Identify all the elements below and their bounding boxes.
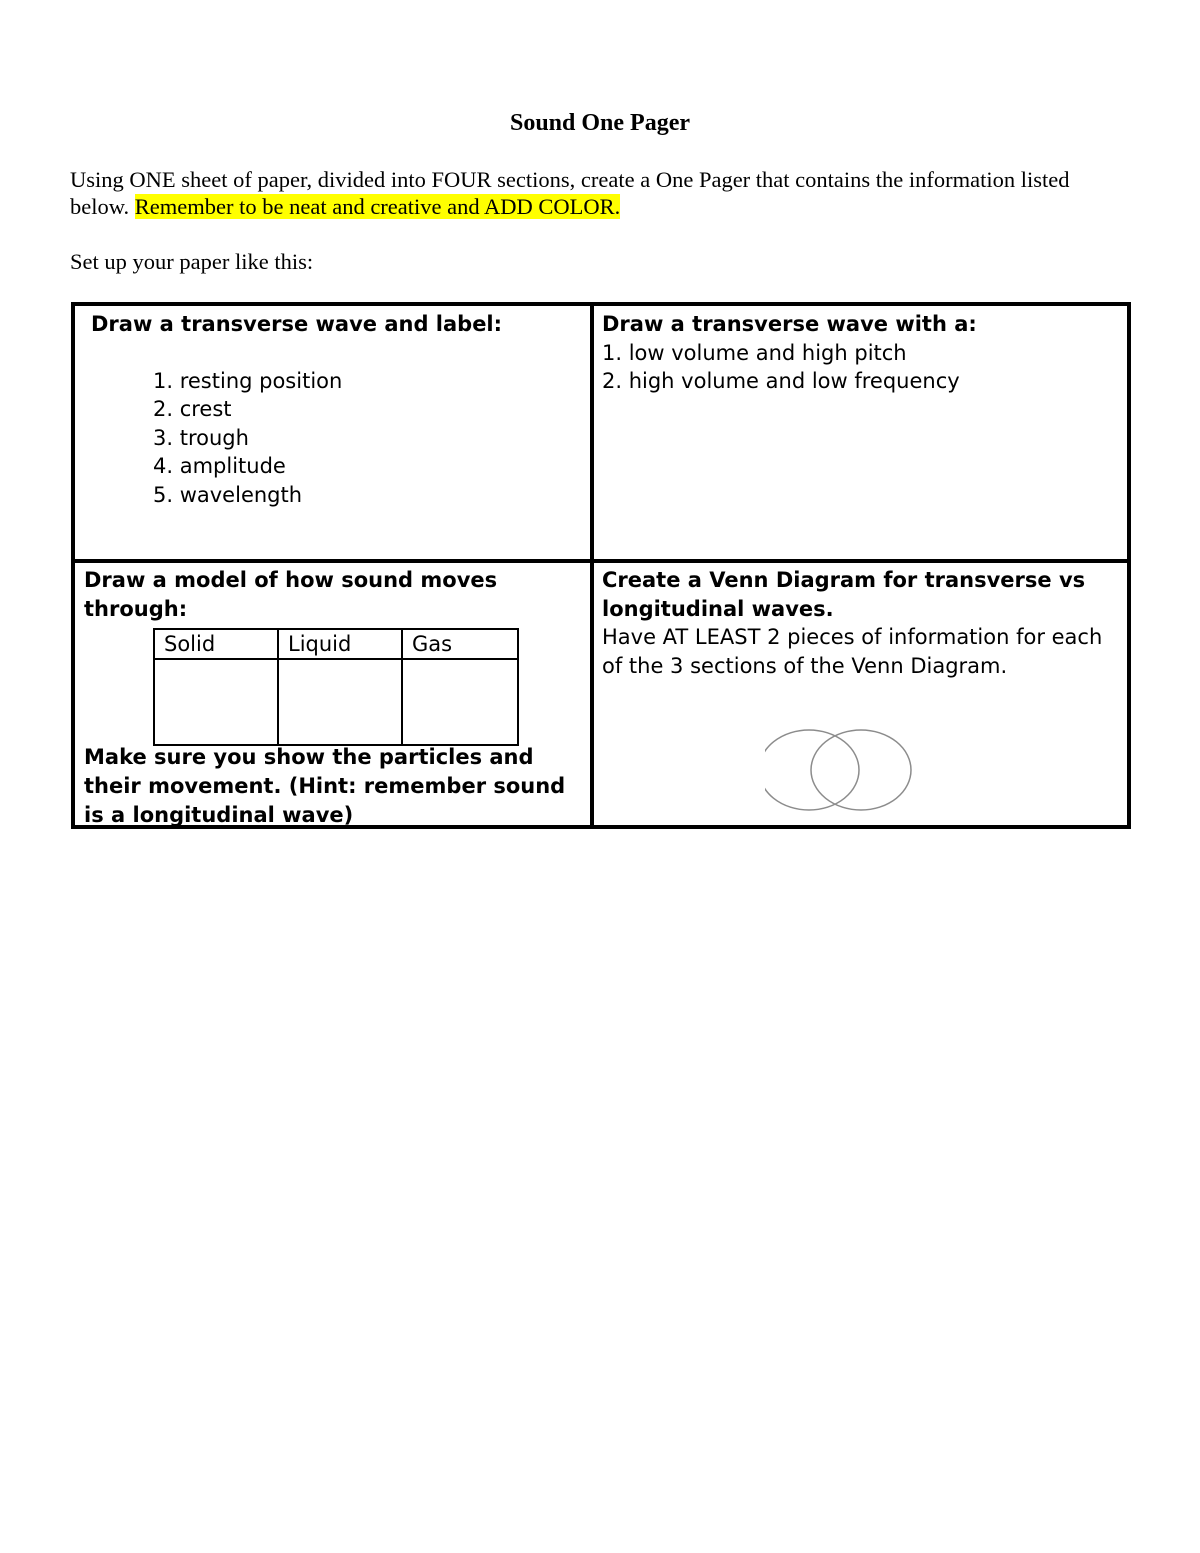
list-item: 5. wavelength [153, 482, 303, 507]
venn-diagram-icon [765, 726, 925, 816]
grid-horizontal-divider [75, 559, 1127, 563]
quadrant-heading: Create a Venn Diagram for transverse vs longitudinal waves. [602, 568, 1086, 621]
venn-instructions: Have AT LEAST 2 pieces of information for each of the 3 sections of the Venn Diagram. [602, 625, 1103, 678]
venn-left-circle [765, 730, 859, 810]
table-cell-empty [154, 659, 278, 745]
quadrant-transverse-wave-labels [91, 310, 581, 509]
particle-hint: Make sure you show the particles and their movement. (Hint: remember sound is a longitudinal wave) [84, 745, 566, 827]
list-item: 2. high volume and low frequency [602, 369, 960, 393]
page-title: Sound One Pager [509, 110, 691, 136]
quadrant-heading: Draw a model of how sound moves through: [84, 568, 498, 621]
quadrant-venn-diagram [602, 566, 1122, 680]
four-section-grid [71, 302, 1131, 829]
quadrant-heading: Draw a transverse wave with a: [602, 312, 977, 336]
table-header-gas: Gas [402, 629, 518, 659]
table-cell-empty [402, 659, 518, 745]
list-item: 3. trough [153, 425, 249, 450]
highlighted-instruction: Remember to be neat and creative and ADD COLOR. [134, 194, 621, 219]
list-item: 4. amplitude [153, 454, 286, 478]
grid-vertical-divider [590, 306, 594, 825]
list-item: 1. low volume and high pitch [602, 340, 907, 365]
table-cell-empty [278, 659, 402, 745]
list-item: 2. crest [153, 397, 232, 421]
quadrant-sound-model [84, 566, 584, 623]
table-header-liquid: Liquid [278, 629, 402, 659]
intro-paragraph [70, 166, 1080, 220]
table-header-solid: Solid [154, 629, 278, 659]
list-item: 1. resting position [153, 368, 343, 393]
quadrant-heading: Draw a transverse wave and label: [91, 312, 503, 336]
quadrant-transverse-wave-variations [602, 310, 1122, 396]
label-list [153, 367, 581, 510]
setup-instruction: Set up your paper like this: [70, 249, 314, 274]
states-of-matter-table [153, 628, 519, 746]
intro-text: Using ONE sheet of paper, divided into FOUR sections, create a One Pager that contains the information listed below. [70, 167, 1070, 219]
venn-right-circle [811, 730, 911, 810]
